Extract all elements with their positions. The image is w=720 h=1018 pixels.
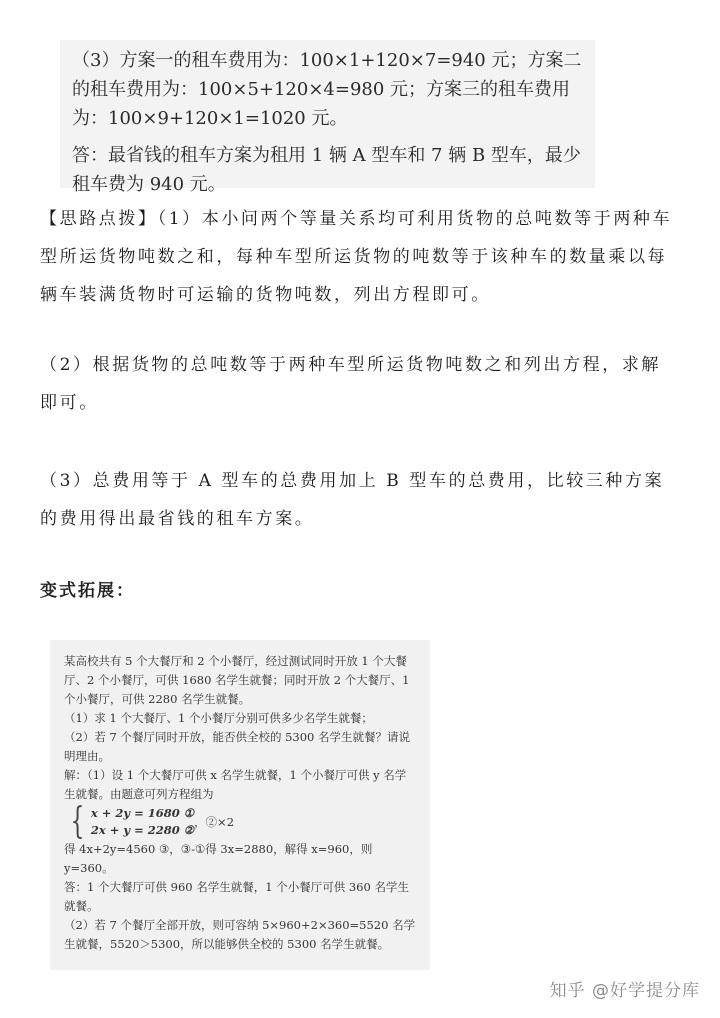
solution-scan-image	[60, 40, 595, 195]
watermark: 知乎 @好学提分库	[549, 981, 700, 1001]
scan-line: 为：100×9+120×1=1020 元。	[72, 108, 348, 129]
variation-heading: 变式拓展：	[40, 581, 135, 601]
brace-icon: {	[70, 801, 85, 842]
question-text: 某高校共有 5 个大餐厅和 2 个小餐厅，经过测试同时开放 1 个大餐厅、2 个小餐厅，可供 1680 名学生就餐；同时开放 2 个大餐厅、1 个小餐厅，可供 2280 名学生就餐。	[64, 654, 410, 706]
solution-fragment: ，②×2	[194, 814, 235, 829]
equation-1: x + 2y = 1680 ①	[90, 806, 195, 820]
scan-line: （3）方案一的租车费用为：100×1+120×7=940 元；方案二	[72, 50, 582, 71]
hint-paragraph-3: （3）总费用等于 A 型车的总费用加上 B 型车的总费用，比较三种方案的费用得出最省钱的租车方案。	[40, 471, 665, 529]
hint-paragraph-2: （2）根据货物的总吨数等于两种车型所运货物吨数之和列出方程，求解即可。	[40, 355, 662, 413]
solution-line: 得 4x+2y=4560 ③，③-①得 3x=2880，解得 x=960，则 y=360。	[64, 842, 373, 875]
question-part-2: （2）若 7 个餐厅同时开放，能否供全校的 5300 名学生就餐？请说明理由。	[64, 730, 411, 763]
hint-paragraph-1: 【思路点拨】（1）本小问两个等量关系均可利用货物的总吨数等于两种车型所运货物吨数之和，每种车型所运货物的吨数等于该种车的数量乘以每辆车装满货物时可运输的货物吨数，列出方程即可。	[40, 209, 673, 305]
question-part-1: （1）求 1 个大餐厅、1 个小餐厅分别可供多少名学生就餐；	[64, 711, 373, 725]
solution-part-2: （2）若 7 个餐厅全部开放，则可容纳 5×960+2×360=5520 名学生就餐，5520＞5300，所以能够供全校的 5300 名学生就餐。	[64, 918, 416, 951]
scan-line: 的租车费用为：100×5+120×4=980 元；方案三的租车费用	[72, 79, 571, 100]
equation-2: 2x + y = 2280 ②	[90, 823, 195, 837]
equation-system	[64, 801, 416, 842]
solution-line: 解：（1）设 1 个大餐厅可供 x 名学生就餐，1 个小餐厅可供 y 名学生就餐。由题意可列方程组为	[64, 768, 407, 801]
solution-answer: 答：1 个大餐厅可供 960 名学生就餐，1 个小餐厅可供 360 名学生就餐。	[64, 880, 409, 913]
variation-scan-image	[50, 640, 430, 970]
scan-answer-line: 答：最省钱的租车方案为租用 1 辆 A 型车和 7 辆 B 型车，最少	[72, 145, 581, 166]
scan-answer-line: 租车费为 940 元。	[72, 174, 226, 195]
